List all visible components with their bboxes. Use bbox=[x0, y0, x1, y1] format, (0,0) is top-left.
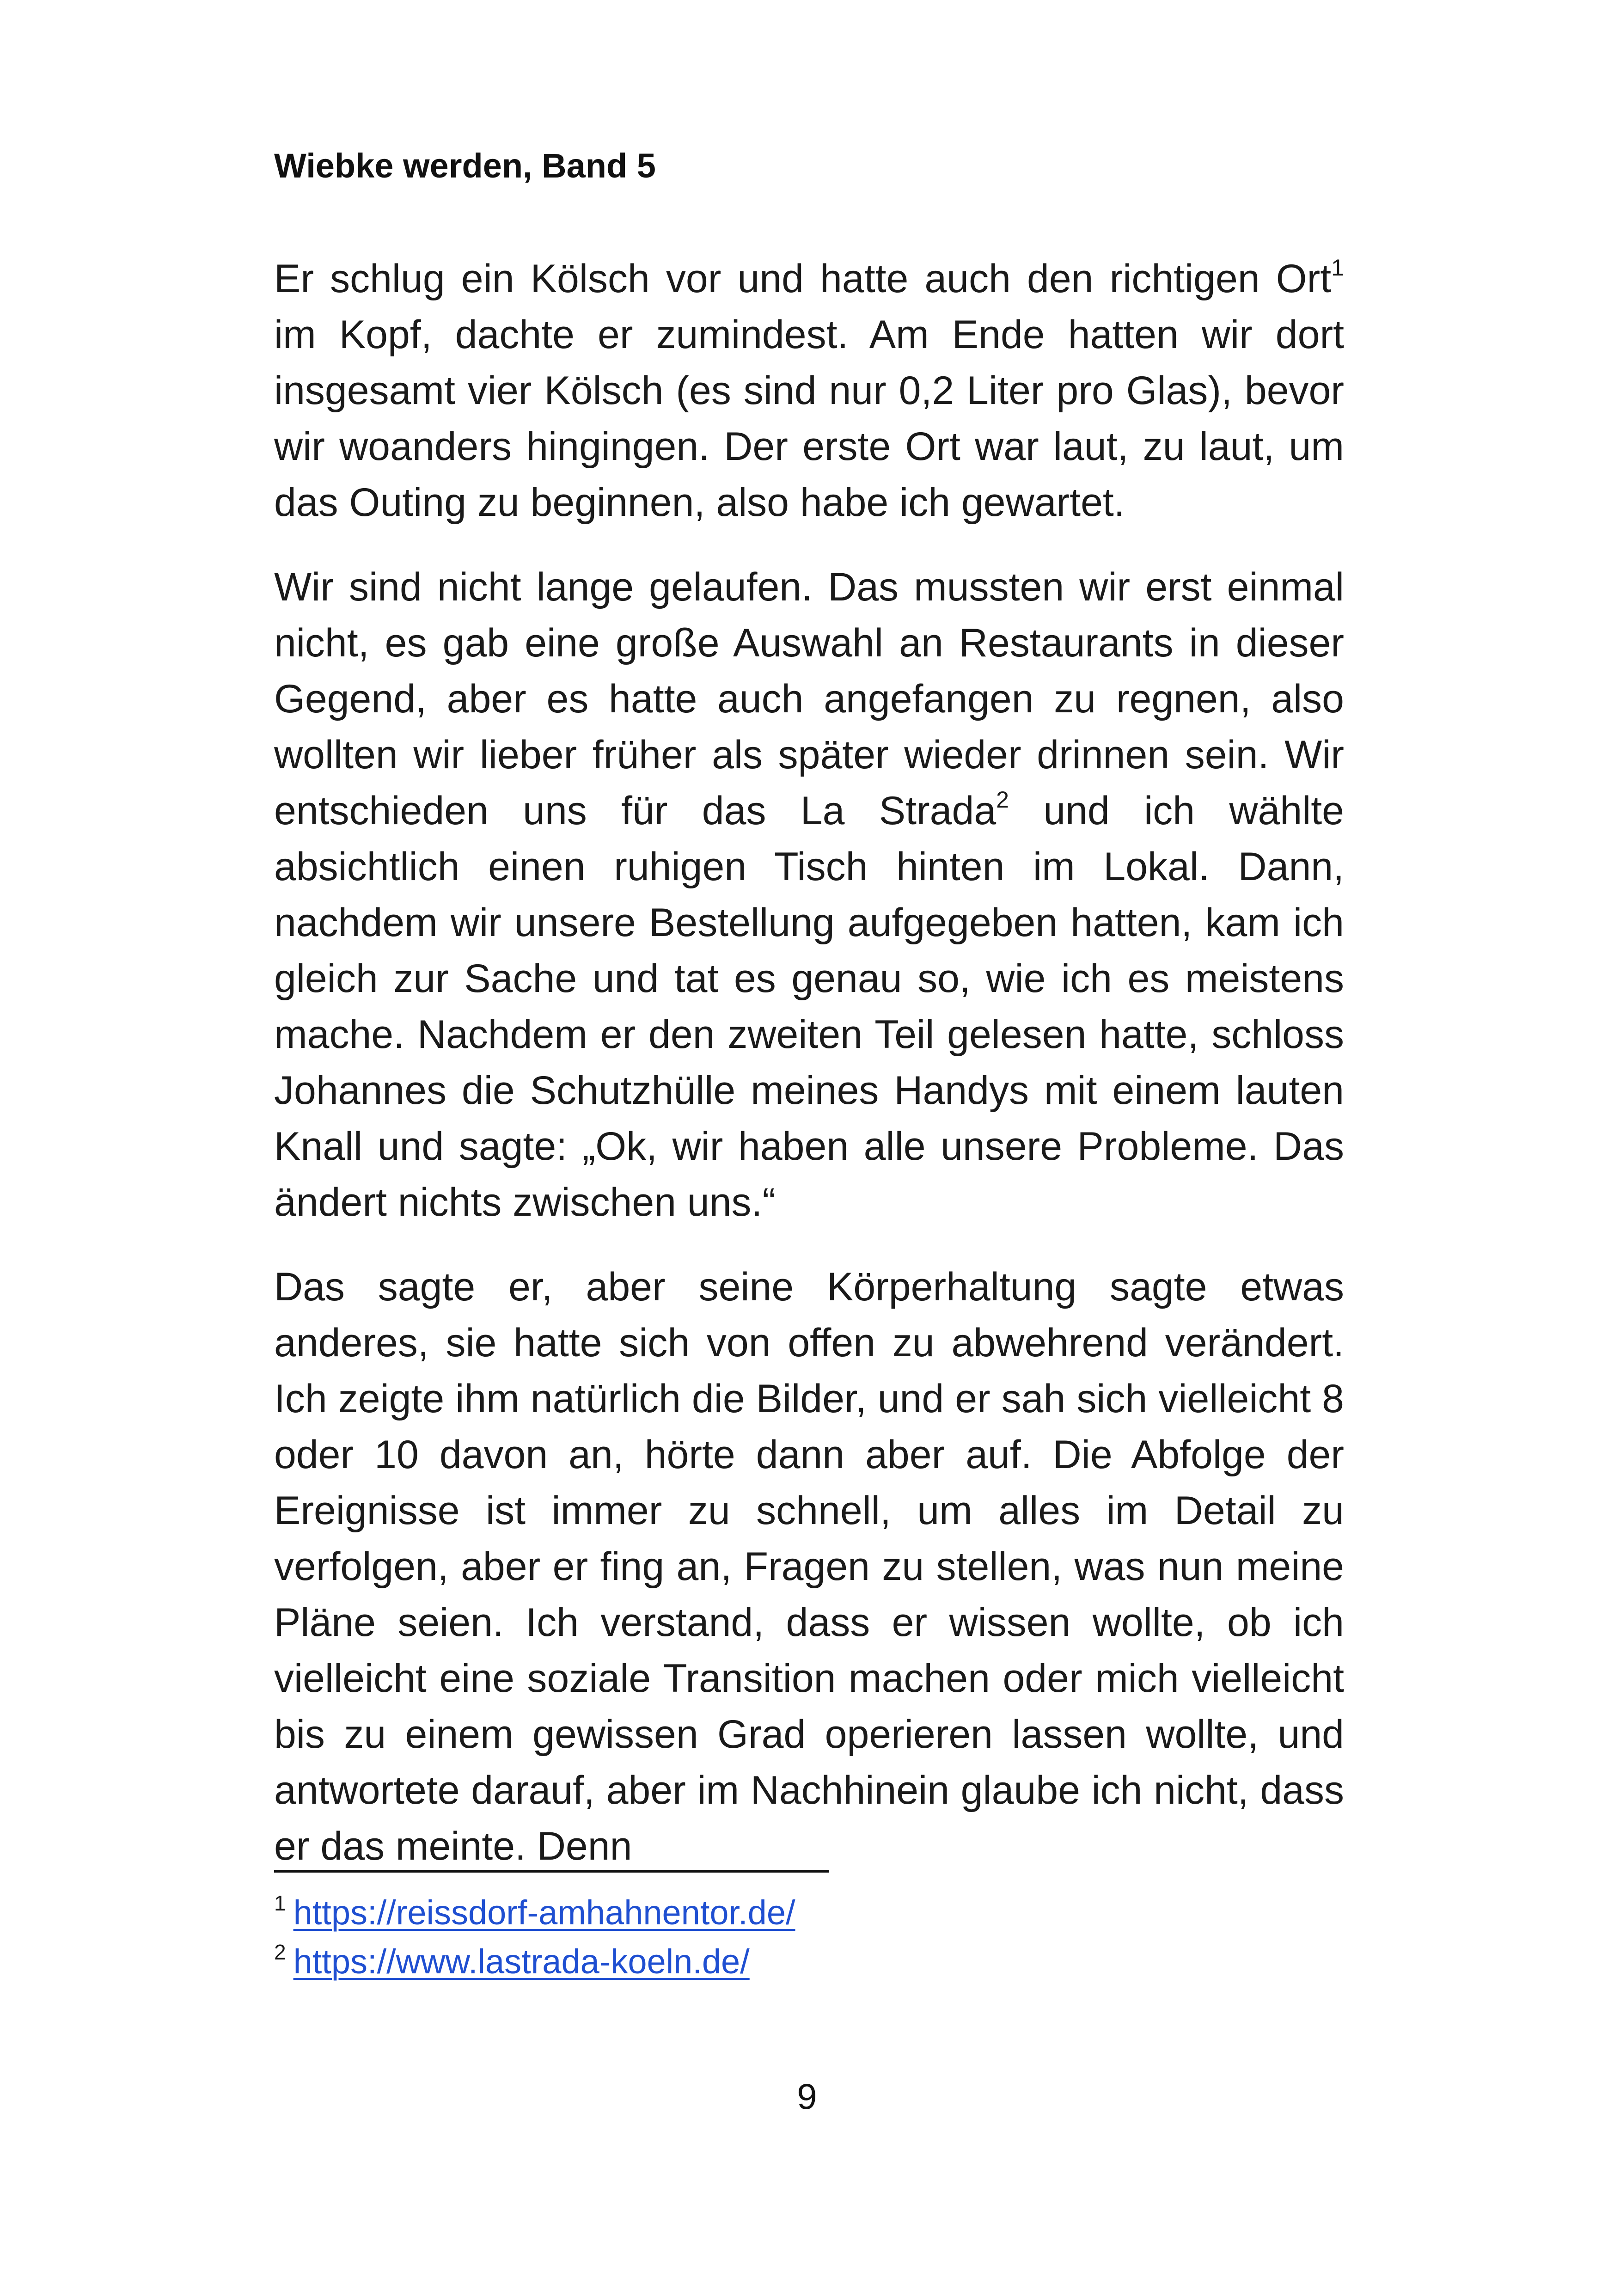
paragraph-text: Er schlug ein Kölsch vor und hatte auch den richtigen Ort bbox=[274, 257, 1332, 301]
footnote bbox=[274, 1937, 1344, 1986]
body-text bbox=[274, 251, 1344, 1874]
footnote-link[interactable]: https://www.lastrada-koeln.de/ bbox=[293, 1942, 750, 1981]
page-number: 9 bbox=[797, 2076, 817, 2117]
paragraph bbox=[274, 251, 1344, 531]
page-title: Wiebke werden, Band 5 bbox=[274, 147, 656, 185]
footnote-reference: 2 bbox=[996, 787, 1009, 813]
paragraph bbox=[274, 1259, 1344, 1874]
paragraph-text: Wir sind nicht lange gelaufen. Das mussten wir erst einmal nicht, es gab eine große Auswahl an Restaurants in dieser Gegend, aber es hatte auch angefangen zu regnen, also wollten wir lieber früher als später wieder drinnen sein. Wir entschieden uns für das La Strada bbox=[274, 565, 1344, 833]
paragraph-text: und ich wählte absichtlich einen ruhigen Tisch hinten im Lokal. Dann, nachdem wir unsere Bestellung aufgegeben hatten, kam ich gleich zur Sache und tat es genau so, wie ich es meistens mache. Nachdem er den zweiten Teil gelesen hatte, schloss Johannes die Schutzhülle meines Handys mit einem lauten Knall und sagte: „Ok, wir haben alle unsere Probleme. Das ändert nichts zwischen uns.“ bbox=[274, 789, 1344, 1225]
paragraph-text: Das sagte er, aber seine Körperhaltung sagte etwas anderes, sie hatte sich von offen zu abwehrend verändert. Ich zeigte ihm natürlich die Bilder, und er sah sich vielleicht 8 oder 10 davon an, hörte dann aber auf. Die Abfolge der Ereignisse ist immer zu schnell, um alles im Detail zu verfolgen, aber er fing an, Fragen zu stellen, was nun meine Pläne seien. Ich verstand, dass er wissen wollte, ob ich vielleicht eine soziale Transition machen oder mich vielleicht bis zu einem gewissen Grad operieren lassen wollte, und antwortete darauf, aber im Nachhinein glaube ich nicht, dass er das meinte. Denn bbox=[274, 1265, 1344, 1868]
footnote-separator bbox=[274, 1870, 829, 1873]
footnote-reference: 1 bbox=[1331, 255, 1344, 281]
footnote-link[interactable]: https://reissdorf-amhahnentor.de/ bbox=[293, 1893, 795, 1932]
footnote-number: 2 bbox=[274, 1940, 286, 1965]
paragraph-text: im Kopf, dachte er zumindest. Am Ende hatten wir dort insgesamt vier Kölsch (es sind nur 0,2 Liter pro Glas), bevor wir woanders hingingen. Der erste Ort war laut, zu laut, um das Outing zu beginnen, also habe ich gewartet. bbox=[274, 312, 1344, 525]
paragraph bbox=[274, 559, 1344, 1231]
page-content bbox=[274, 139, 1344, 1874]
footnote-number: 1 bbox=[274, 1891, 286, 1916]
footnote bbox=[274, 1888, 1344, 1937]
footnotes bbox=[274, 1888, 1344, 1986]
